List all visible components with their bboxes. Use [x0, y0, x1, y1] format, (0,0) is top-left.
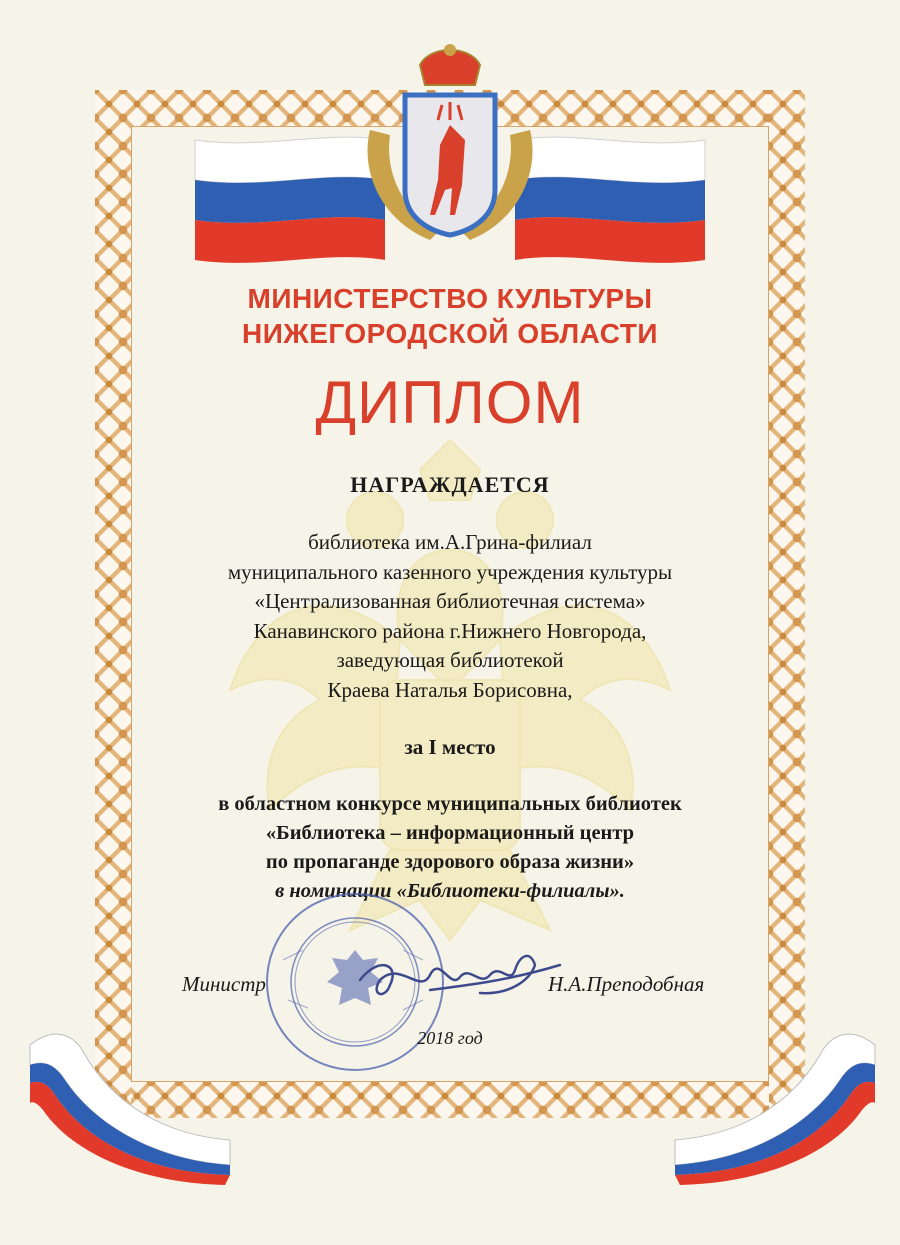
issue-year: 2018 год: [417, 1028, 483, 1048]
recipient-line: библиотека им.А.Грина-филиал: [308, 530, 592, 554]
awarded-heading: НАГРАЖДАЕТСЯ: [350, 472, 550, 497]
minister-name: Н.А.Преподобная: [548, 972, 705, 996]
minister-label: Министр: [182, 972, 266, 996]
recipient-block: [150, 528, 750, 705]
ministry-line-1: МИНИСТЕРСТВО КУЛЬТУРЫ: [247, 283, 653, 314]
contest-block: [150, 790, 750, 906]
contest-line: «Библиотека – информационный центр: [265, 822, 635, 844]
place-text: за I место: [404, 735, 496, 759]
recipient-line: «Централизованная библиотечная система»: [254, 589, 646, 613]
recipient-line: муниципального казенного учреждения культуры: [227, 559, 673, 584]
ornament-border-left: [95, 90, 131, 1118]
contest-line: по пропаганде здорового образа жизни»: [265, 851, 635, 873]
flag-ribbon-bottom-left: [25, 1025, 240, 1185]
document-title: ДИПЛОМ: [315, 369, 585, 436]
recipient-line: Краева Наталья Борисовна,: [327, 677, 573, 702]
recipient-line: заведующая библиотекой: [336, 648, 564, 672]
contest-line: в областном конкурсе муниципальных библиотек: [218, 793, 682, 815]
signature: [330, 935, 570, 1015]
recipient-line: Канавинского района г.Нижнего Новгорода,: [253, 618, 647, 643]
flag-ribbon-bottom-right: [665, 1025, 880, 1185]
ornament-border-right: [769, 90, 805, 1118]
nomination-line: в номинации «Библиотеки-филиалы».: [275, 880, 625, 902]
ministry-line-2: НИЖЕГОРОДСКОЙ ОБЛАСТИ: [242, 318, 658, 349]
coat-of-arms-deer-icon: [350, 40, 550, 250]
